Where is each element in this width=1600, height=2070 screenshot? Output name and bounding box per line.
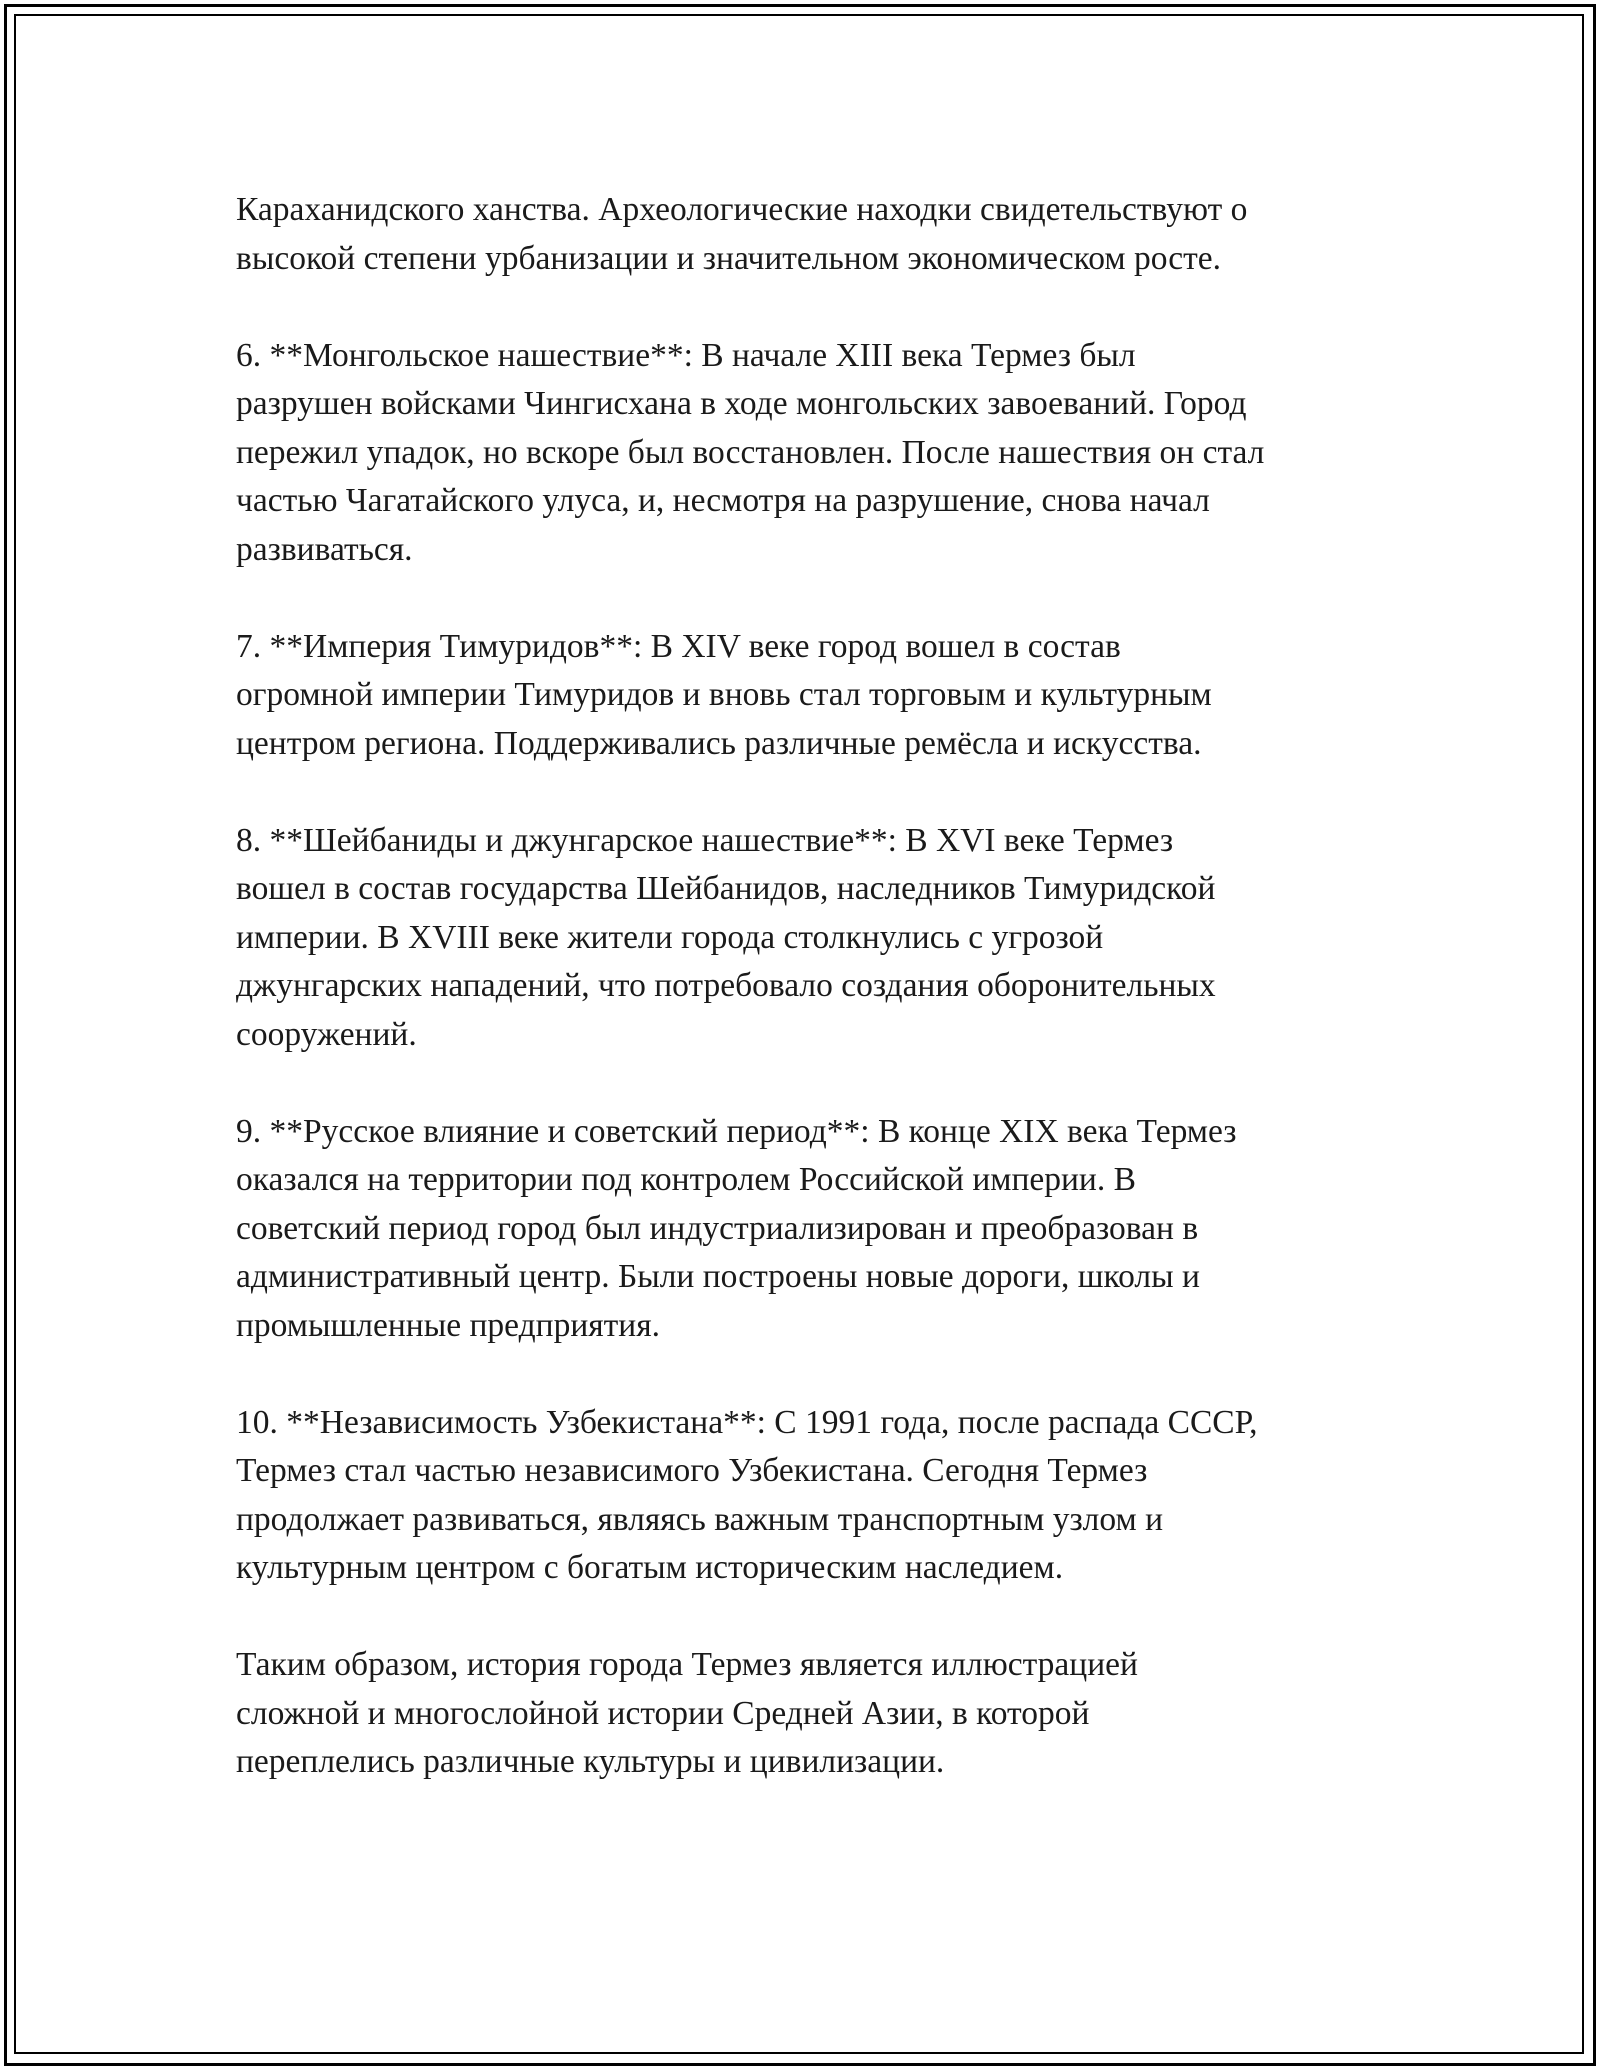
text-line: 8. **Шейбаниды и джунгарское нашествие**: В XVI веке Термез: [236, 821, 1174, 859]
text-line: джунгарских нападений, что потребовало создания оборонительных: [236, 967, 1216, 1004]
text-line: промышленные предприятия.: [236, 1306, 661, 1344]
text-line: 6. **Монгольское нашествие**: В начале XIII века Термез был: [236, 336, 1136, 374]
document-body: [236, 186, 1386, 1835]
text-line: сооружений.: [236, 1015, 417, 1053]
text-line: разрушен войсками Чингисхана в ходе монгольских завоеваний. Город: [236, 385, 1247, 422]
text-line: вошел в состав государства Шейбанидов, наследников Тимуридской: [236, 870, 1216, 907]
text-line: сложной и многослойной истории Средней Азии, в которой: [236, 1694, 1090, 1732]
paragraph-independence: [236, 1399, 1386, 1593]
paragraph-timurid-empire: [236, 623, 1386, 769]
text-line: частью Чагатайского улуса, и, несмотря на разрушение, снова начал: [236, 482, 1210, 519]
paragraph-sheibanids: [236, 817, 1386, 1060]
text-line: пережил упадок, но вскоре был восстановлен. После нашествия он стал: [236, 433, 1265, 471]
paragraph-mongol-invasion: [236, 332, 1386, 575]
text-line: Таким образом, история города Термез является иллюстрацией: [236, 1646, 1138, 1683]
text-line: переплелись различные культуры и цивилизации.: [236, 1743, 945, 1780]
text-line: империи. В XVIII веке жители города столкнулись с угрозой: [236, 918, 1104, 956]
text-line: советский период город был индустриализирован и преобразован в: [236, 1209, 1199, 1247]
text-line: огромной империи Тимуридов и вновь стал торговым и культурным: [236, 676, 1212, 713]
text-line: административный центр. Были построены новые дороги, школы и: [236, 1258, 1200, 1295]
text-line: продолжает развиваться, являясь важным транспортным узлом и: [236, 1500, 1164, 1538]
text-line: развиваться.: [236, 530, 413, 568]
text-line: культурным центром с богатым историческим наследием.: [236, 1549, 1064, 1586]
text-line: Термез стал частью независимого Узбекистана. Сегодня Термез: [236, 1452, 1148, 1489]
text-line: оказался на территории под контролем Российской империи. В: [236, 1161, 1136, 1198]
text-line: центром региона. Поддерживались различные ремёсла и искусства.: [236, 724, 1202, 762]
text-line: 10. **Независимость Узбекистана**: С 1991 года, после распада СССР,: [236, 1403, 1258, 1441]
paragraph-karakhanid-continuation: [236, 186, 1386, 283]
paragraph-conclusion: [236, 1641, 1386, 1787]
text-line: 9. **Русское влияние и советский период**: В конце XIX века Термез: [236, 1112, 1237, 1150]
text-line: Караханидского ханства. Археологические находки свидетельствуют о: [236, 191, 1248, 228]
text-line: 7. **Империя Тимуридов**: В XIV веке город вошел в состав: [236, 627, 1121, 665]
text-line: высокой степени урбанизации и значительном экономическом росте.: [236, 239, 1222, 277]
paragraph-russian-soviet: [236, 1108, 1386, 1351]
